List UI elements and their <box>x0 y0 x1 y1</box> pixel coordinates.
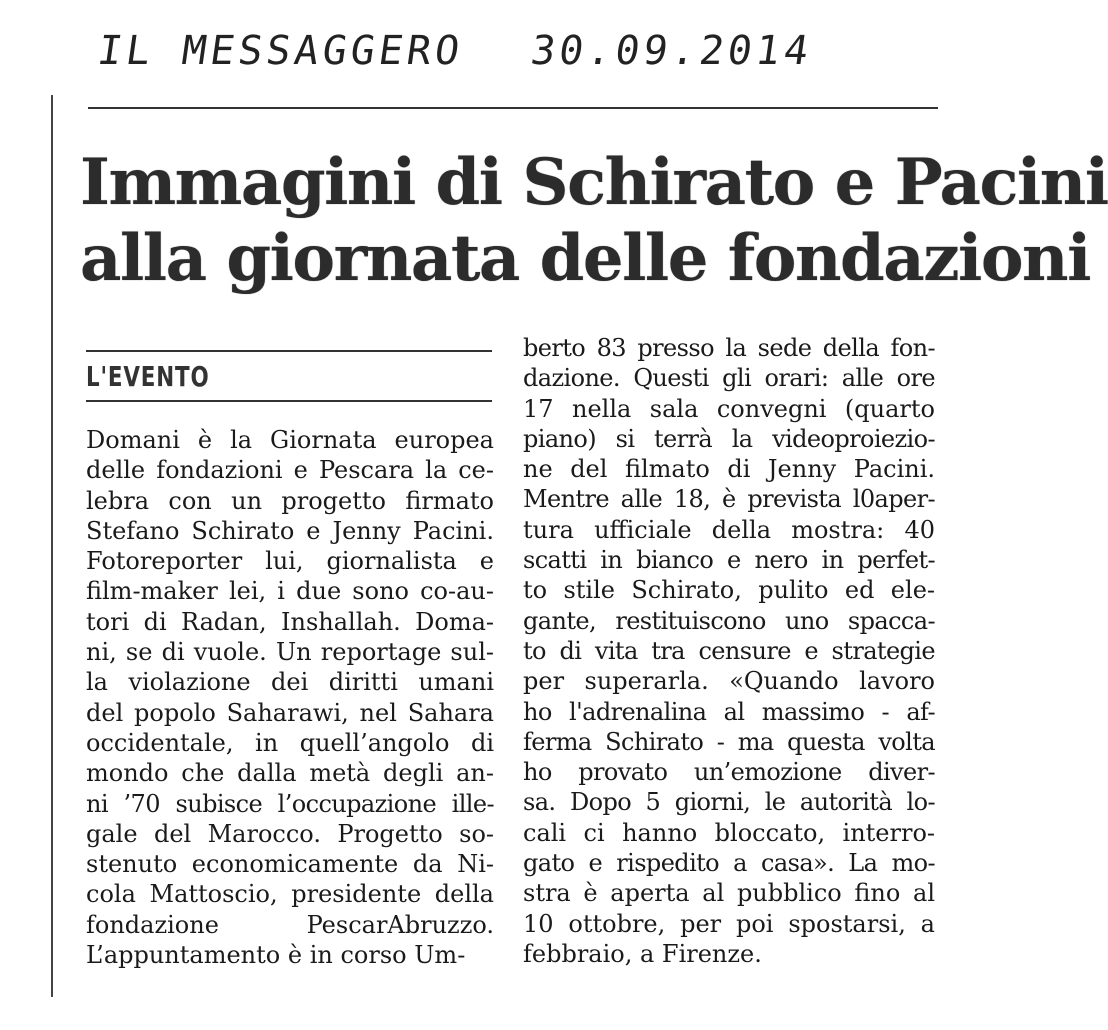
body-line: gale del Marocco. Progetto so- <box>86 819 494 848</box>
body-line: mondo che dalla metà degli an- <box>86 759 494 788</box>
header-rule <box>88 107 938 109</box>
body-line: febbraio, a Firenze. <box>523 939 762 968</box>
section-tag: L'EVENTO <box>86 360 210 393</box>
body-column-left <box>86 425 494 970</box>
body-line: lebra con un progetto firmato <box>86 486 494 515</box>
body-line: ferma Schirato - ma questa volta <box>523 727 935 756</box>
body-line: gante, restituiscono uno spacca- <box>523 606 935 635</box>
body-line: berto 83 presso la sede della fon- <box>523 334 935 362</box>
headline-line-1: Immagini di Schirato e Pacini <box>80 145 1108 220</box>
handwritten-date: 30.09.2014 <box>527 28 816 74</box>
section-rule-top <box>86 350 492 352</box>
body-line: tori di Radan, Inshallah. Doma- <box>86 607 494 636</box>
body-line: 10 ottobre, per poi spostarsi, a <box>523 909 935 938</box>
body-line: stenuto economicamente da Ni- <box>86 850 494 879</box>
clipping-left-edge <box>51 95 53 997</box>
body-line: dazione. Questi gli orari: alle ore <box>523 364 935 393</box>
body-line: cola Mattoscio, presidente della <box>86 880 494 909</box>
body-line: piano) si terrà la videoproiezio- <box>523 424 935 453</box>
body-line: ne del filmato di Jenny Pacini. <box>523 455 935 484</box>
body-line: delle fondazioni e Pescara la ce- <box>86 456 494 485</box>
body-line: Stefano Schirato e Jenny Pacini. <box>86 516 494 545</box>
article-headline <box>80 145 1108 297</box>
body-line: tura ufficiale della mostra: 40 <box>523 515 935 544</box>
body-line: cali ci hanno bloccato, interro- <box>523 818 935 847</box>
body-line: Domani è la Giornata europea <box>86 426 494 454</box>
section-rule-bottom <box>86 400 492 402</box>
body-line: L’appuntamento è in corso Um- <box>86 941 466 970</box>
body-line: sa. Dopo 5 giorni, le autorità lo- <box>523 788 935 817</box>
body-line: Mentre alle 18, è prevista l0aper- <box>523 485 935 514</box>
body-line: la violazione dei diritti umani <box>86 668 494 697</box>
body-line: stra è aperta al pubblico fino al <box>523 879 935 908</box>
body-line: ni ’70 subisce l’occupazione ille- <box>86 789 494 818</box>
body-line: to stile Schirato, pulito ed ele- <box>523 576 935 605</box>
body-line: Fotoreporter lui, giornalista e <box>86 547 494 576</box>
headline-line-2: alla giornata delle fondazioni <box>80 221 1090 296</box>
body-line: film-maker lei, i due sono co-au- <box>86 577 494 606</box>
body-column-right <box>523 333 935 969</box>
handwritten-source-note <box>94 20 816 82</box>
body-line: 17 nella sala convegni (quarto <box>523 394 935 423</box>
body-line: to di vita tra censure e strategie <box>523 636 935 665</box>
body-line: occidentale, in quell’angolo di <box>86 728 494 757</box>
body-line: ho l'adrenalina al massimo - af- <box>523 697 935 726</box>
body-line: fondazione PescarAbruzzo. <box>86 910 494 939</box>
body-line: del popolo Saharawi, nel Sahara <box>86 698 494 727</box>
handwritten-newspaper-name: IL MESSAGGERO <box>94 28 467 74</box>
body-line: ni, se di vuole. Un reportage sul- <box>86 638 494 667</box>
body-line: gato e rispedito a casa». La mo- <box>523 849 935 878</box>
body-line: per superarla. «Quando lavoro <box>523 667 935 696</box>
body-line: ho provato un’emozione diver- <box>523 758 935 787</box>
body-line: scatti in bianco e nero in perfet- <box>523 546 935 575</box>
